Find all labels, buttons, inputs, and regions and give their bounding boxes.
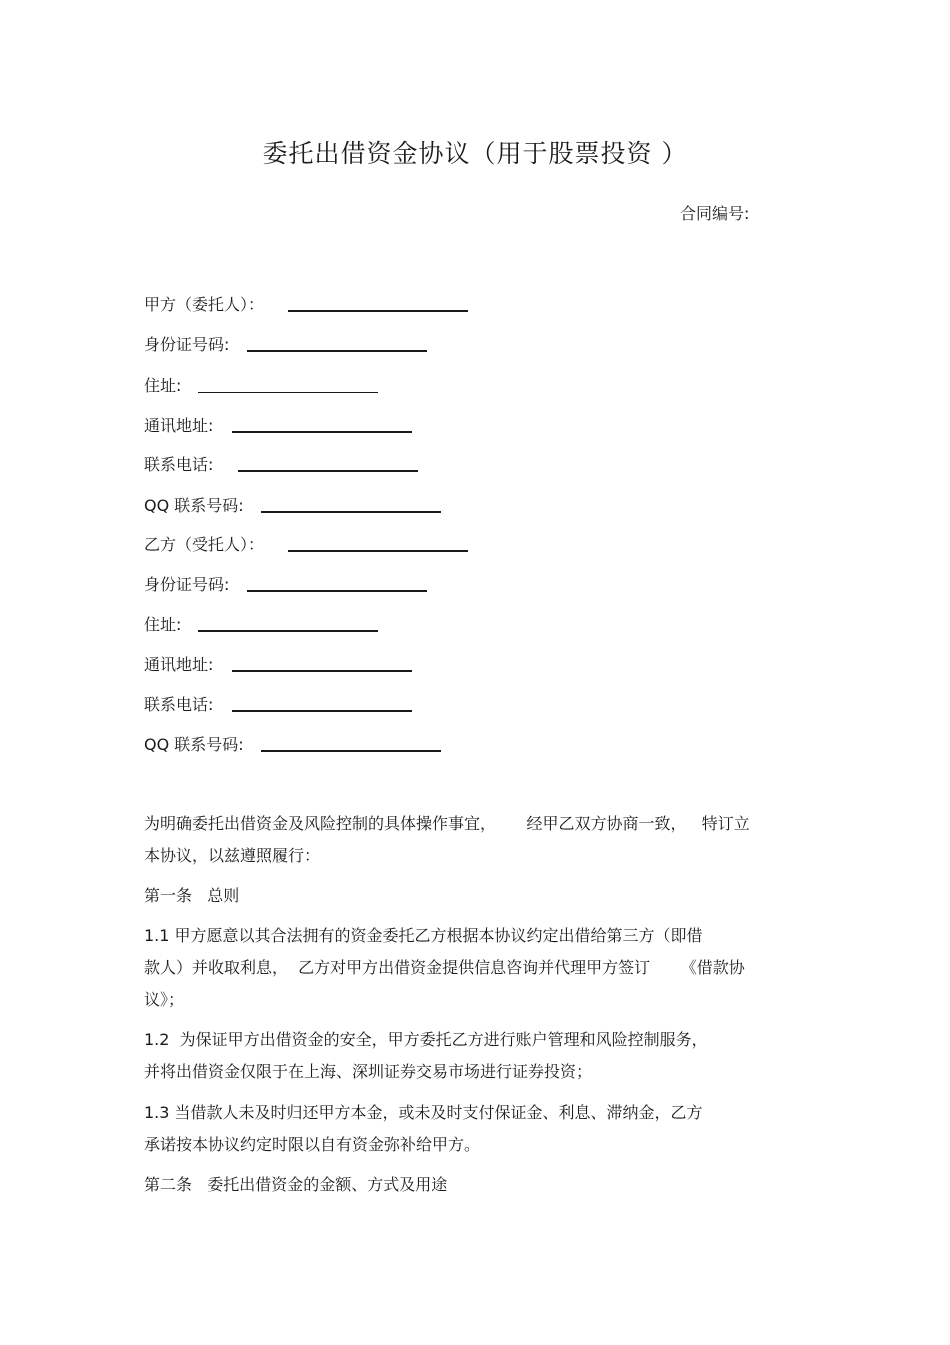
party-a-blank[interactable]: [288, 309, 468, 312]
clause-1-1-line-2: 款人）并收取利息， 乙方对甲方出借资金提供信息咨询并代理甲方签订 《借款协: [144, 958, 745, 977]
intro-line-1: 为明确委托出借资金及风险控制的具体操作事宜， 经甲乙双方协商一致， 特订立: [144, 814, 750, 833]
party-a-id-label: 身份证号码:: [144, 335, 230, 354]
intro-line-2: 本协议，以兹遵照履行：: [144, 846, 321, 865]
party-b-mail-address-label: 通讯地址:: [144, 655, 214, 674]
party-b-phone-field: [144, 692, 412, 715]
party-b-id-field: [144, 572, 427, 595]
party-b-qq-label: QQ 联系号码:: [144, 735, 244, 754]
party-b-mail-address-field: [144, 652, 412, 675]
party-a-mail-address-blank[interactable]: [232, 430, 412, 433]
contract-number-label: 合同编号:: [680, 204, 750, 223]
clause-1-3-line-1: 1.3 当借款人未及时归还甲方本金，或未及时支付保证金、利息、滞纳金，乙方: [144, 1103, 703, 1122]
party-b-phone-label: 联系电话:: [144, 695, 214, 714]
party-a-phone-label: 联系电话:: [144, 455, 214, 474]
party-b-address-field: [144, 612, 378, 635]
party-a-id-field: [144, 332, 427, 355]
party-a-address-blank[interactable]: [198, 391, 378, 393]
document-title: 委托出借资金协议（用于股票投资 ）: [262, 139, 688, 168]
party-b-qq-field: [144, 732, 441, 755]
party-a-address-field: [144, 373, 378, 396]
party-a-mail-address-label: 通讯地址:: [144, 416, 214, 435]
party-b-phone-blank[interactable]: [232, 709, 412, 712]
party-a-phone-blank[interactable]: [238, 469, 418, 472]
party-a-qq-blank[interactable]: [261, 510, 441, 513]
party-a-qq-label: QQ 联系号码:: [144, 496, 244, 515]
party-b-address-label: 住址:: [144, 615, 182, 634]
party-a-qq-field: [144, 493, 441, 516]
party-b-mail-address-blank[interactable]: [232, 669, 412, 672]
party-b-qq-blank[interactable]: [261, 749, 441, 752]
party-a-id-blank[interactable]: [247, 349, 427, 352]
article-1-title: 第一条 总则: [144, 886, 240, 905]
party-b-label: 乙方（受托人）：: [144, 535, 265, 554]
party-a-label: 甲方（委托人）：: [144, 295, 265, 314]
party-b-address-blank[interactable]: [198, 629, 378, 632]
clause-1-2-line-2: 并将出借资金仅限于在上海、深圳证券交易市场进行证券投资；: [144, 1062, 593, 1081]
party-a-mail-address-field: [144, 413, 412, 436]
party-a-phone-field: [144, 452, 418, 475]
clause-1-1-line-1: 1.1 甲方愿意以其合法拥有的资金委托乙方根据本协议约定出借给第三方（即借: [144, 926, 703, 945]
party-b-field: [144, 532, 468, 555]
party-a-address-label: 住址:: [144, 376, 182, 395]
party-a-field: [144, 292, 468, 315]
clause-1-3-line-2: 承诺按本协议约定时限以自有资金弥补给甲方。: [144, 1135, 481, 1154]
article-2-title: 第二条 委托出借资金的金额、方式及用途: [144, 1175, 448, 1194]
party-b-id-label: 身份证号码:: [144, 575, 230, 594]
clause-1-2-line-1: 1.2 为保证甲方出借资金的安全，甲方委托乙方进行账户管理和风险控制服务，: [144, 1030, 708, 1049]
party-b-blank[interactable]: [288, 549, 468, 552]
party-b-id-blank[interactable]: [247, 589, 427, 592]
clause-1-1-line-3: 议》；: [144, 990, 185, 1009]
